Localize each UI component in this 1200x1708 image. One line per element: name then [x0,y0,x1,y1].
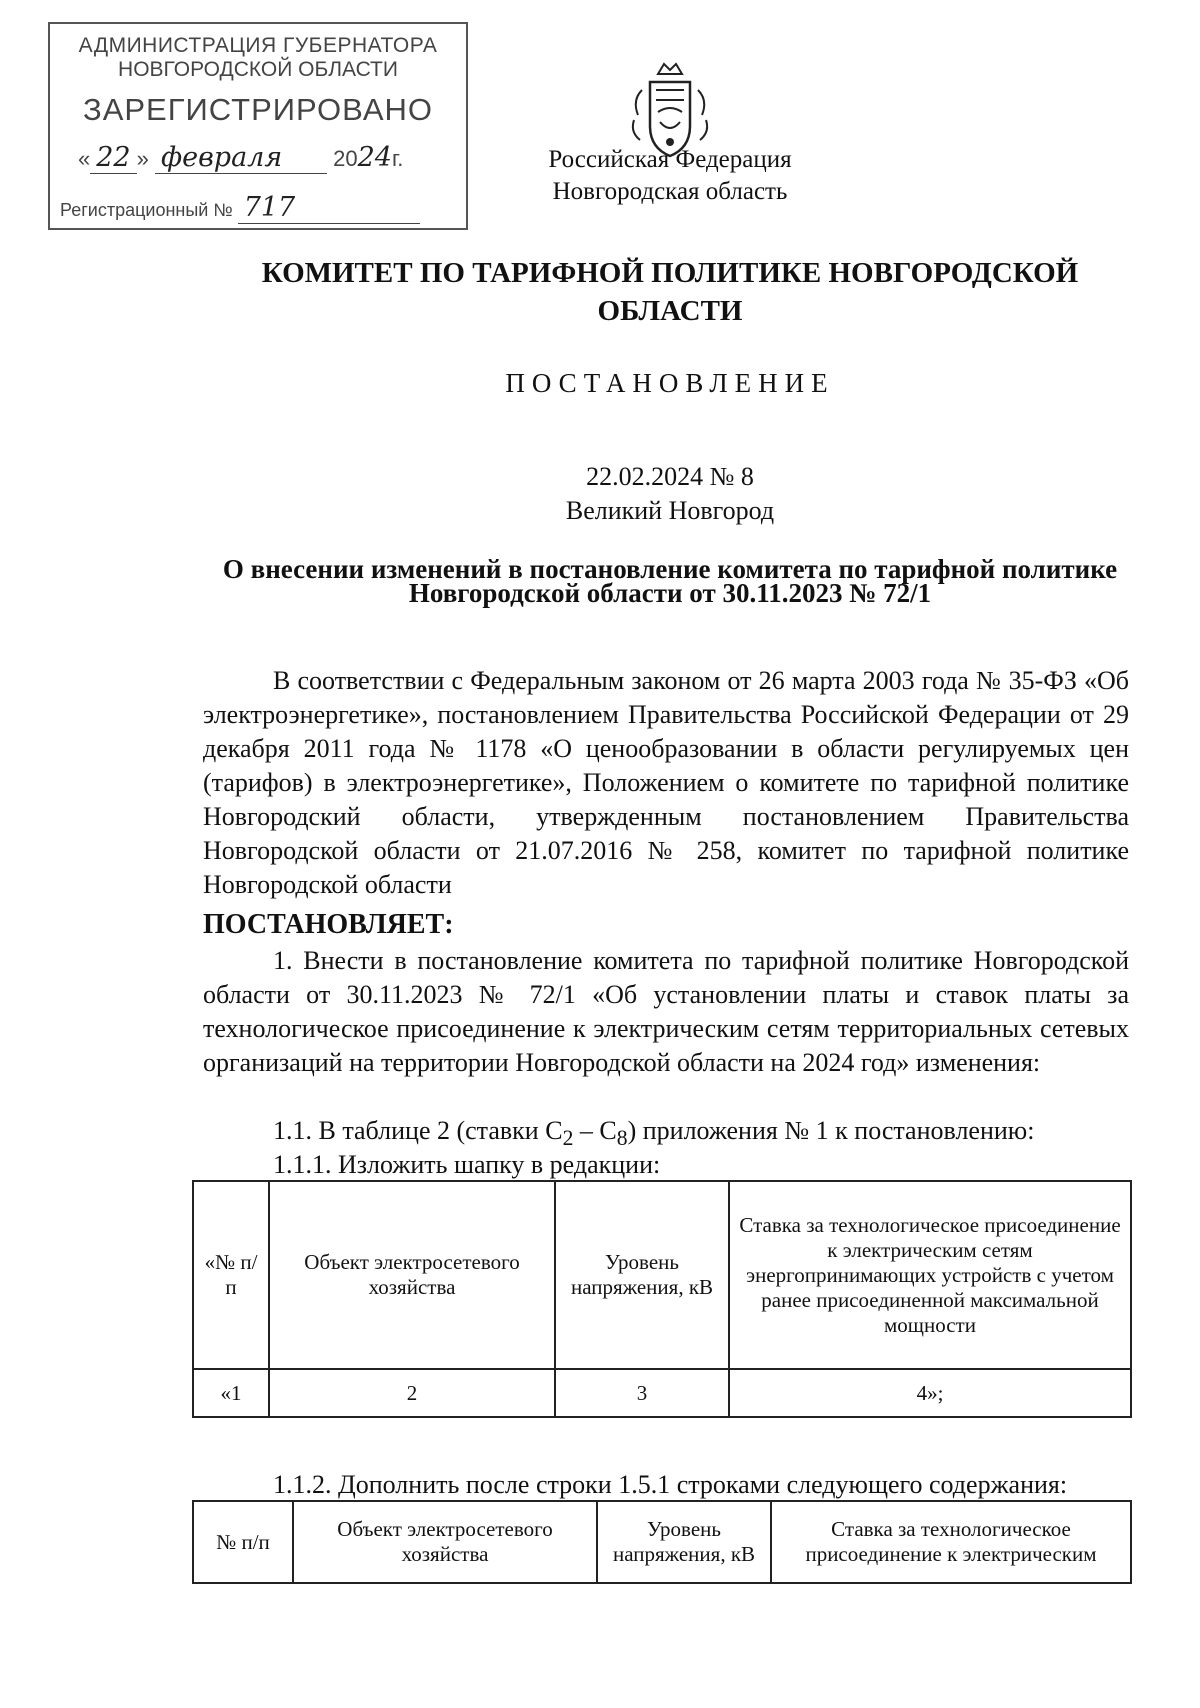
t1-col-voltage: Уровень напряжения, кВ [555,1181,729,1369]
additional-table-header-row [193,1501,1131,1583]
doc-title-line2: Новгородской области от 30.11.2023 № 72/1 [408,578,932,608]
stamp-day: 22 [90,142,136,174]
resolves-heading: ПОСТАНОВЛЯЕТ: [203,909,454,940]
doc-date-number: 22.02.2024 № 8 [586,462,754,491]
item-1-1-part-a: 1.1. В таблице 2 (ставки С [273,1116,563,1145]
header-table-header-row [193,1181,1131,1369]
t1-cell-3: 3 [555,1369,729,1417]
doc-city: Великий Новгород [565,496,775,525]
item-1-1-sub2: 8 [616,1126,628,1151]
stamp-date: « 22 » февраля 2024г. [78,142,404,173]
t2-col-object: Объект электросетевого хозяйства [293,1501,597,1583]
intro-text: В соответствии с Федеральным законом от 26 марта 2003 года № 35-ФЗ «Об электроэнергетике», постановлением Правительства Российской Федерации от 29 декабря 2011 года № 1178 «О ценообразовании в области регулируемых цен (тарифов) в электроэнергетике», Положением о комитете по тарифной политике Новгородский области, утвержденным постановлением Правительства Новгородской области от 21.07.2016 № 258, комитет по тарифной политике Новгородской области [203,666,1129,899]
doc-type: ПОСТАНОВЛЕНИЕ [505,368,835,398]
item-1-1-part-c: ) приложения № 1 к постановлению: [627,1116,1035,1145]
stamp-registered: ЗАРЕГИСТРИРОВАНО [82,92,433,127]
stamp-year-prefix: 20 [333,146,358,171]
stamp-year-suffix: 24 [357,142,392,173]
item-1-1-part-b: – С [573,1116,617,1145]
t1-col-object: Объект электросетевого хозяйства [269,1181,555,1369]
stamp-authority-line2: НОВГОРОДСКОЙ ОБЛАСТИ [118,58,398,81]
header-region: Новгородская область [552,178,788,205]
t1-col-num: «№ п/п [193,1181,269,1369]
additional-rows-table [192,1500,1132,1584]
item-1-1-sub1: 2 [562,1126,574,1151]
table-row [193,1369,1131,1417]
stamp-reg-number: 717 [238,192,420,224]
t2-col-num: № п/п [193,1501,293,1583]
t2-col-rate: Ставка за технологическое присоединение к электрическим [771,1501,1131,1583]
committee-line2: ОБЛАСТИ [597,295,743,327]
item-1-text: 1. Внести в постановление комитета по тарифной политике Новгородской области от 30.11.2023 № 72/1 «Об установлении платы и ставок платы за технологическое присоединение к электрическим сетям территориальных сетевых организаций на территории Новгородской области на 2024 год» изменения: [203,946,1129,1077]
stamp-month: февраля [155,142,327,174]
item-1-1-2: 1.1.2. Дополнить после строки 1.5.1 строками следующего содержания: [273,1470,1068,1499]
t1-cell-4: 4»; [729,1369,1131,1417]
t1-cell-2: 2 [269,1369,555,1417]
stamp-reg-label: Регистрационный № [60,200,233,220]
stamp-year-end: г. [391,146,404,171]
coat-of-arms-icon [628,60,712,160]
intro-paragraph [203,664,1129,902]
header-table [192,1180,1132,1418]
header-country: Российская Федерация [548,146,792,173]
committee-line1: КОМИТЕТ ПО ТАРИФНОЙ ПОЛИТИКЕ НОВГОРОДСКОЙ [261,257,1079,289]
item-1-1-1: 1.1.1. Изложить шапку в редакции: [273,1150,661,1179]
t1-cell-1: «1 [193,1369,269,1417]
t1-col-rate: Ставка за технологическое присоединение к электрическим сетям энергопринимающих устройств с учетом ранее присоединенной максимальной мощности [729,1181,1131,1369]
stamp-authority-line1: АДМИНИСТРАЦИЯ ГУБЕРНАТОРА [78,34,438,57]
item-1 [203,944,1129,1080]
t2-col-voltage: Уровень напряжения, кВ [597,1501,771,1583]
doc-title-line1: О внесении изменений в постановление комитета по тарифной политике [222,554,1118,584]
